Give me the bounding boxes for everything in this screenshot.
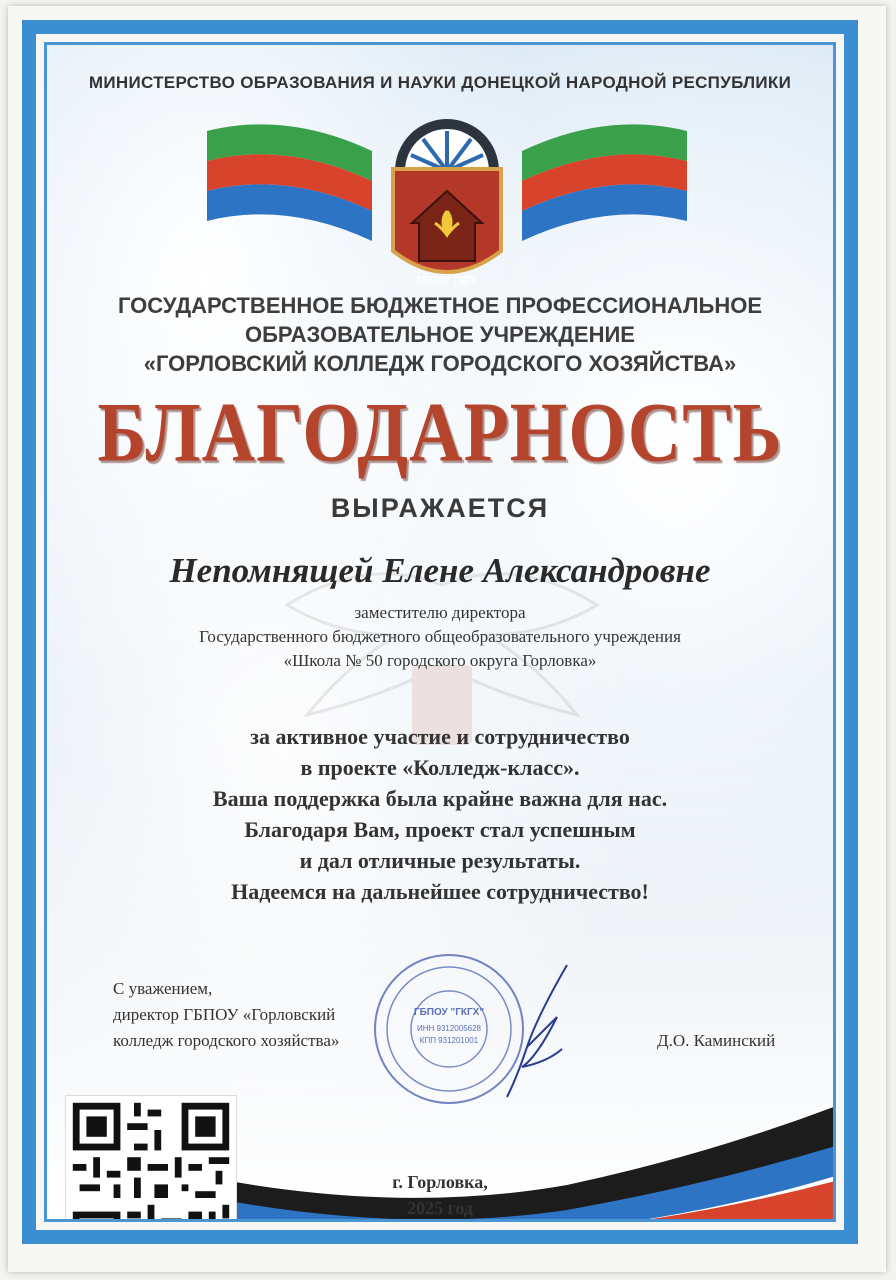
- reason-line-1: за активное участие и сотрудничество: [250, 724, 630, 749]
- certificate-body: [44, 42, 836, 1222]
- certificate-title: БЛАГОДАРНОСТЬ: [97, 385, 783, 481]
- signature-title-1: директор ГБПОУ «Горловский: [113, 1005, 336, 1024]
- institution-line-2: ОБРАЗОВАТЕЛЬНОЕ УЧРЕЖДЕНИЕ: [245, 322, 635, 347]
- recipient-position-3: «Школа № 50 городского округа Горловка»: [283, 651, 597, 670]
- reason-line-4: Благодаря Вам, проект стал успешным: [244, 817, 636, 842]
- emblem-caption: ГБПОУ ГКГХ: [416, 275, 478, 286]
- institution-line-3: «ГОРЛОВСКИЙ КОЛЛЕДЖ ГОРОДСКОГО ХОЗЯЙСТВА»: [143, 351, 737, 376]
- reason-line-5: и дал отличные результаты.: [299, 848, 581, 873]
- stamp-center-text: ГБПОУ "ГКГХ": [413, 1007, 485, 1018]
- footer-city: г. Горловка,: [392, 1172, 488, 1192]
- stamp-kpp: КПП 931201001: [419, 1036, 479, 1045]
- reason-line-3: Ваша поддержка была крайне важна для нас.: [212, 786, 668, 811]
- recipient-position-1: заместителю директора: [354, 603, 526, 622]
- recipient-position-2: Государственного бюджетного общеобразовательного учреждения: [199, 627, 681, 646]
- reason-line-2: в проекте «Колледж-класс».: [300, 755, 580, 780]
- stamp-inn: ИНН 9312005628: [416, 1024, 482, 1033]
- institution-line-1: ГОСУДАРСТВЕННОЕ БЮДЖЕТНОЕ ПРОФЕССИОНАЛЬНОЕ: [118, 293, 762, 318]
- ministry-heading: МИНИСТЕРСТВО ОБРАЗОВАНИЯ И НАУКИ ДОНЕЦКОЙ НАРОДНОЙ РЕСПУБЛИКИ: [88, 73, 792, 92]
- college-emblem-with-flags: [197, 111, 697, 291]
- qr-code[interactable]: [65, 1095, 237, 1222]
- signer-name: Д.О. Каминский: [657, 1031, 776, 1050]
- certificate-subtitle: ВЫРАЖАЕТСЯ: [330, 493, 550, 523]
- recipient-name: Непомнящей Елене Александровне: [169, 551, 711, 590]
- signature-title-2: колледж городского хозяйства»: [113, 1031, 340, 1050]
- reason-line-6: Надеемся на дальнейшее сотрудничество!: [231, 879, 649, 904]
- signature-greeting: С уважением,: [113, 979, 213, 998]
- qr-code-pattern: [66, 1096, 236, 1222]
- footer-year: 2025 год: [407, 1198, 473, 1218]
